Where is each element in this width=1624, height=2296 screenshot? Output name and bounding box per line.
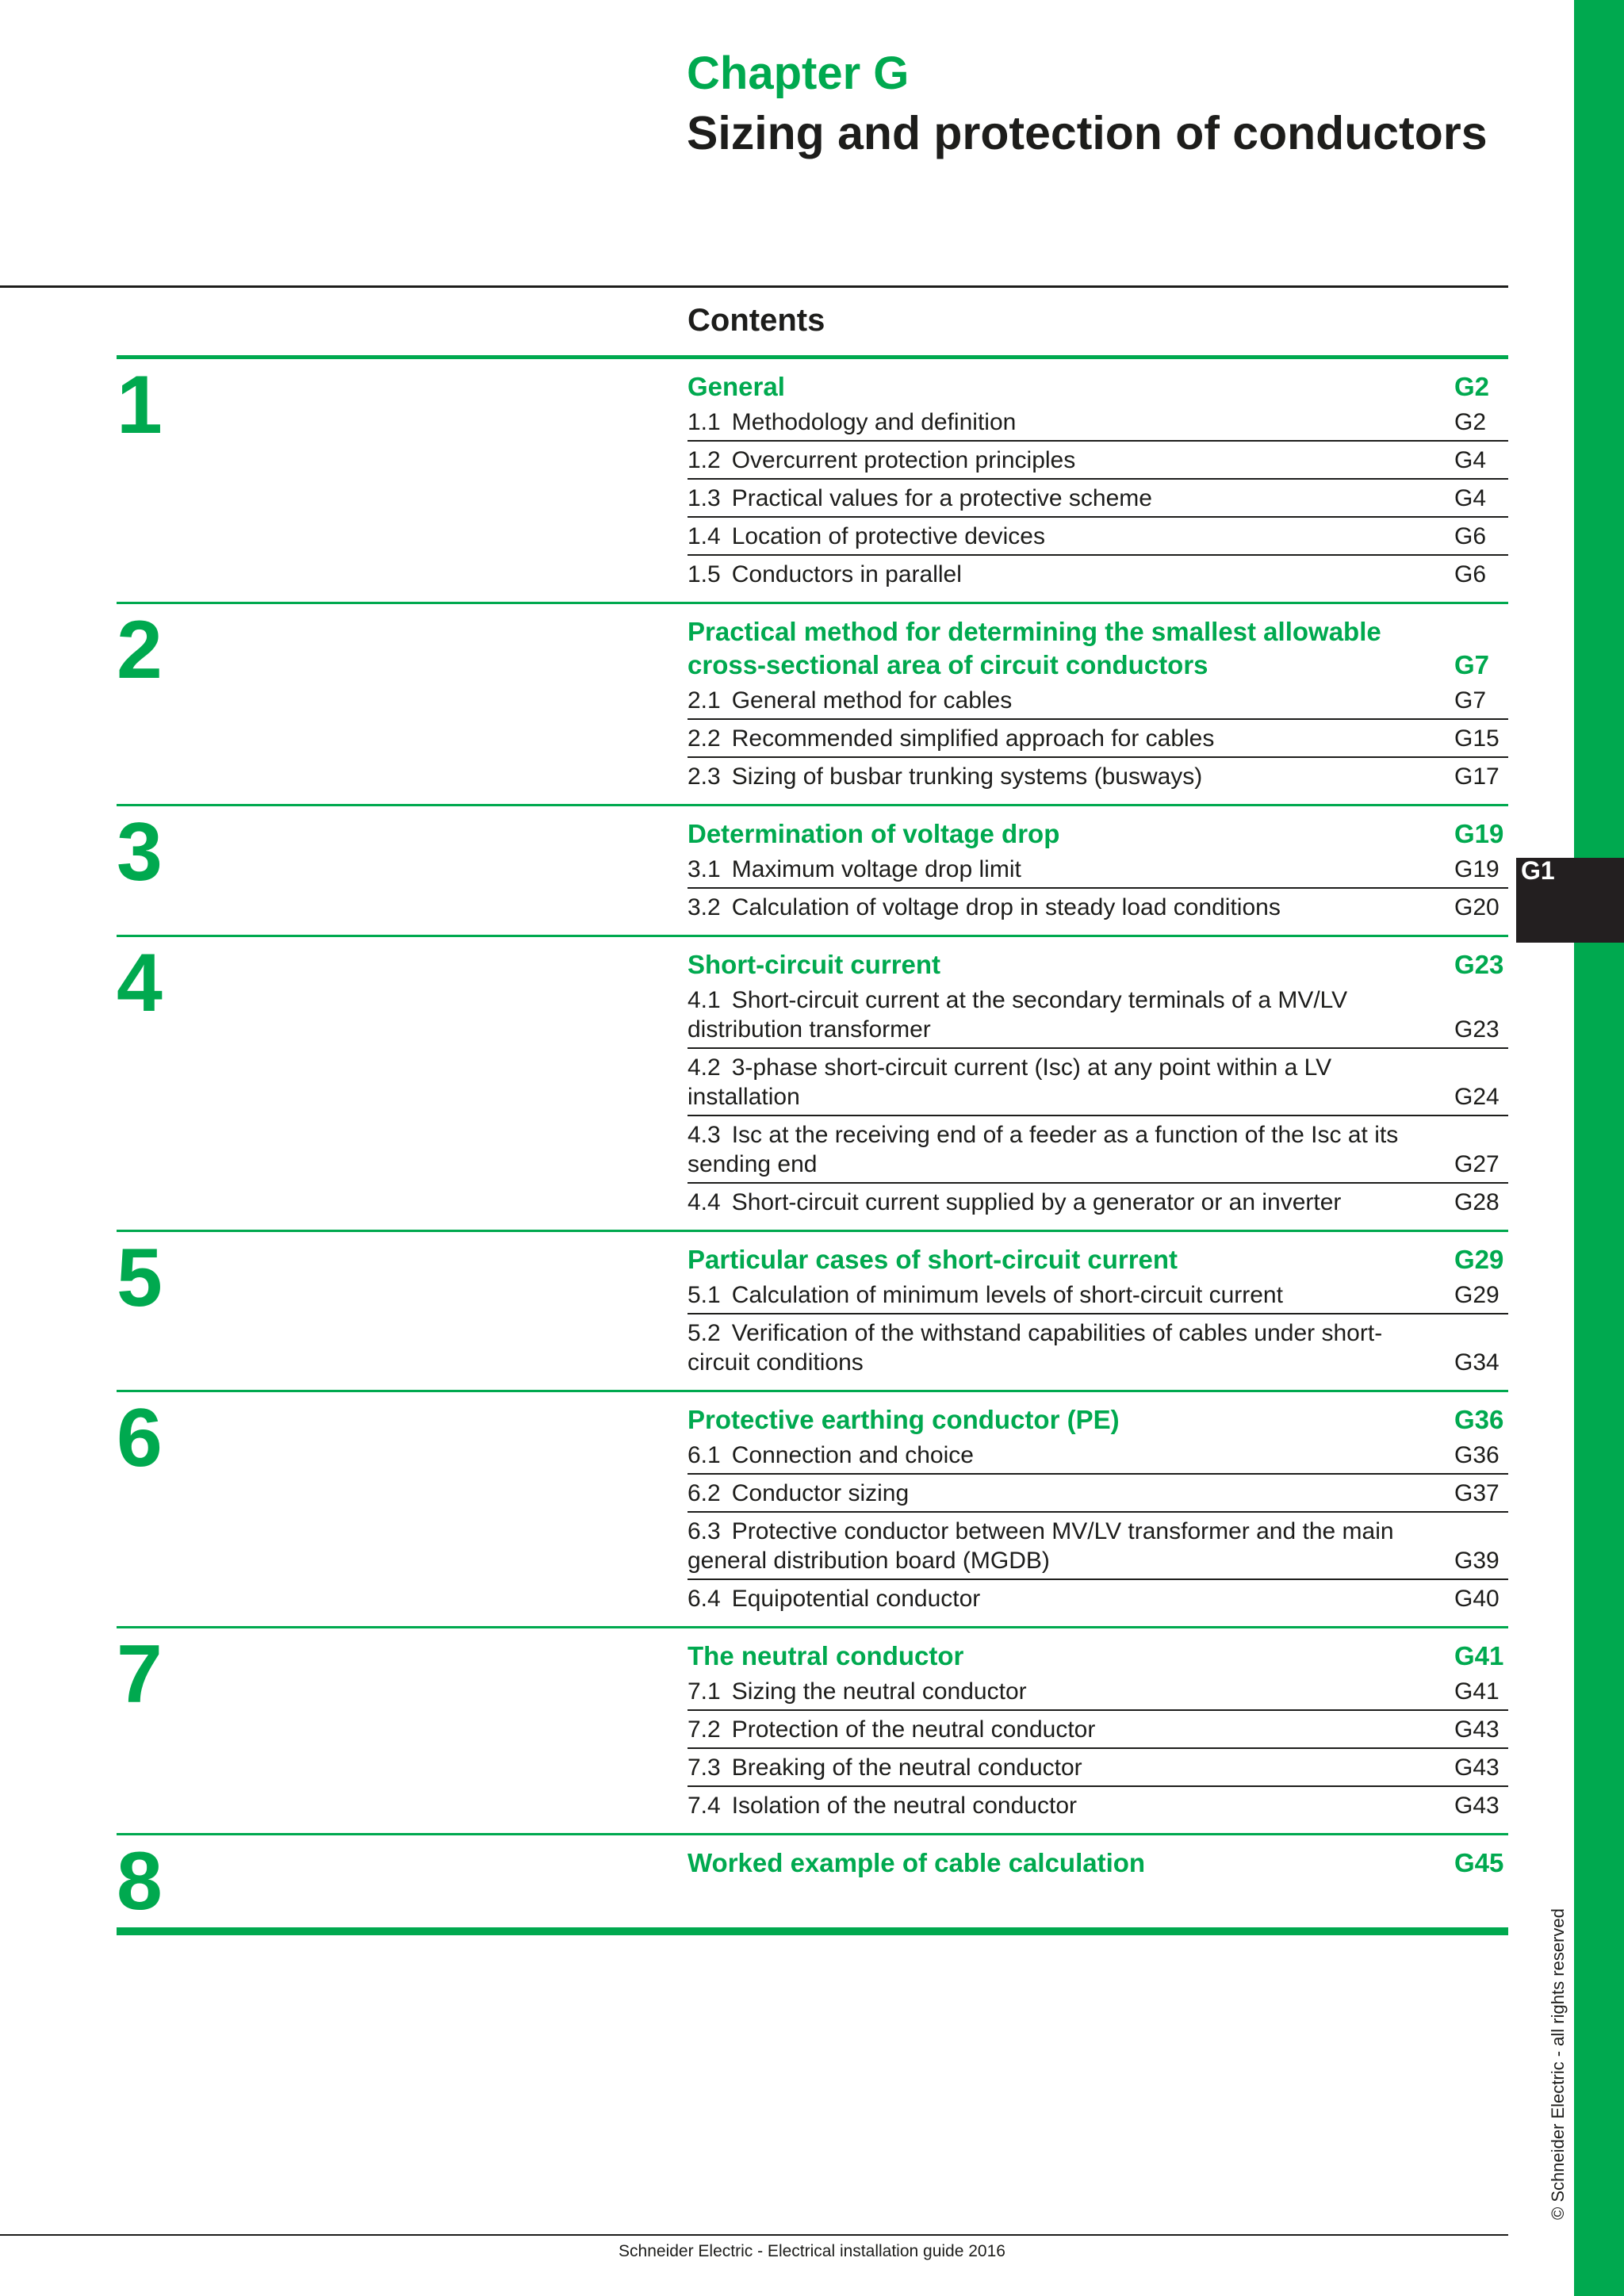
toc-entry-number: 1.5 — [688, 561, 721, 587]
toc-entry[interactable] — [688, 1711, 1508, 1749]
table-of-contents — [117, 355, 1508, 1935]
section-number: 7 — [117, 1628, 163, 1720]
toc-section — [117, 935, 1508, 1230]
toc-entry-text: Isolation of the neutral conductor — [731, 1793, 1077, 1819]
toc-entry[interactable] — [688, 518, 1508, 556]
toc-entry-number: 7.4 — [688, 1793, 721, 1819]
toc-entry[interactable] — [688, 1673, 1508, 1711]
toc-entry-label — [688, 1715, 1401, 1744]
toc-entry[interactable] — [688, 851, 1508, 889]
toc-entry[interactable] — [688, 1513, 1508, 1580]
chapter-title: Sizing and protection of conductors — [687, 107, 1488, 159]
toc-entry-page: G17 — [1454, 763, 1500, 790]
toc-entry-page: G29 — [1454, 1282, 1500, 1308]
toc-entry[interactable] — [688, 1314, 1508, 1380]
toc-entry-text: Short-circuit current supplied by a generator or an inverter — [731, 1189, 1342, 1215]
section-title-row[interactable] — [688, 370, 1508, 404]
section-number: 6 — [117, 1392, 163, 1484]
section-page: G19 — [1454, 819, 1504, 848]
toc-entry-label — [688, 484, 1401, 513]
toc-entry-label — [688, 560, 1401, 589]
toc-entry-label — [688, 1753, 1401, 1782]
toc-section — [117, 355, 1508, 602]
toc-entry-label — [688, 408, 1401, 437]
toc-entry-page: G28 — [1454, 1189, 1500, 1215]
toc-entry[interactable] — [688, 1437, 1508, 1475]
toc-section — [117, 1390, 1508, 1626]
section-title[interactable]: Particular cases of short-circuit current — [688, 1245, 1178, 1274]
section-page: G36 — [1454, 1405, 1504, 1434]
toc-entry-text: 3-phase short-circuit current (Isc) at any point within a LV installation — [688, 1054, 1332, 1110]
toc-entry[interactable] — [688, 1049, 1508, 1116]
toc-entry-label — [688, 1441, 1401, 1470]
contents-heading: Contents — [688, 303, 825, 338]
toc-entry-label — [688, 985, 1401, 1044]
section-page: G45 — [1454, 1848, 1504, 1877]
section-body — [688, 1232, 1508, 1390]
toc-entry-page: G6 — [1454, 561, 1487, 587]
section-page: G29 — [1454, 1245, 1504, 1274]
page-tab — [1516, 858, 1624, 943]
toc-entry-page: G43 — [1454, 1793, 1500, 1819]
toc-entry-page: G36 — [1454, 1442, 1500, 1468]
toc-entry-text: General method for cables — [731, 687, 1013, 714]
toc-entry[interactable] — [688, 720, 1508, 758]
toc-entry-page: G4 — [1454, 485, 1487, 511]
section-title-row[interactable] — [688, 817, 1508, 851]
toc-entry-label — [688, 1280, 1401, 1310]
toc-entry-text: Calculation of minimum levels of short-circuit current — [731, 1282, 1283, 1308]
toc-entry-text: Calculation of voltage drop in steady load conditions — [731, 894, 1281, 920]
section-title[interactable]: Short-circuit current — [688, 950, 941, 979]
toc-entry-number: 4.2 — [688, 1054, 721, 1081]
toc-entry-page: G34 — [1454, 1349, 1500, 1376]
toc-entry-number: 7.3 — [688, 1755, 721, 1781]
toc-entry-number: 4.4 — [688, 1189, 721, 1215]
toc-entry-label — [688, 1517, 1401, 1575]
toc-entry-page: G6 — [1454, 523, 1487, 549]
section-page: G23 — [1454, 950, 1504, 979]
toc-section — [117, 602, 1508, 804]
section-page: G7 — [1454, 650, 1490, 679]
toc-entry[interactable] — [688, 889, 1508, 925]
toc-entry-text: Conductors in parallel — [731, 561, 962, 587]
toc-entry-number: 6.4 — [688, 1586, 721, 1612]
section-body — [688, 1835, 1508, 1927]
toc-entry-label — [688, 1053, 1401, 1112]
section-title[interactable]: Determination of voltage drop — [688, 819, 1060, 848]
footer-text: Schneider Electric - Electrical installation guide 2016 — [619, 2242, 1005, 2260]
toc-entry-text: Conductor sizing — [731, 1480, 910, 1506]
toc-entry[interactable] — [688, 404, 1508, 442]
toc-entry[interactable] — [688, 442, 1508, 480]
toc-entry[interactable] — [688, 1475, 1508, 1513]
toc-entry-number: 3.1 — [688, 856, 721, 882]
section-title-row[interactable] — [688, 1846, 1508, 1880]
toc-entry-text: Breaking of the neutral conductor — [731, 1755, 1082, 1781]
toc-entry-page: G24 — [1454, 1084, 1500, 1110]
toc-entry[interactable] — [688, 982, 1508, 1049]
toc-entry-label — [688, 1791, 1401, 1820]
toc-entry-number: 6.2 — [688, 1480, 721, 1506]
section-title-row[interactable] — [688, 948, 1508, 982]
toc-entry-text: Protection of the neutral conductor — [731, 1716, 1096, 1743]
toc-entry-number: 2.1 — [688, 687, 721, 714]
toc-entry-label — [688, 446, 1401, 475]
toc-entry-number: 2.3 — [688, 763, 721, 790]
toc-entry-number: 5.1 — [688, 1282, 721, 1308]
toc-entry-label — [688, 1188, 1401, 1217]
section-number: 2 — [117, 604, 163, 696]
toc-entry-page: G19 — [1454, 856, 1500, 882]
toc-entry-label — [688, 686, 1401, 715]
toc-entry[interactable] — [688, 758, 1508, 794]
toc-entry-text: Verification of the withstand capabilities of cables under short-circuit conditions — [688, 1320, 1383, 1376]
toc-entry[interactable] — [688, 1749, 1508, 1787]
toc-entry[interactable] — [688, 1184, 1508, 1220]
toc-entry-number: 1.3 — [688, 485, 721, 511]
section-page: G41 — [1454, 1641, 1504, 1670]
toc-entry-page: G2 — [1454, 409, 1487, 435]
section-number: 8 — [117, 1835, 163, 1927]
section-title-row[interactable] — [688, 1403, 1508, 1437]
toc-entry-text: Practical values for a protective scheme — [731, 485, 1152, 511]
toc-entry-number: 4.3 — [688, 1122, 721, 1148]
toc-entry-text: Location of protective devices — [731, 523, 1045, 549]
toc-entry-text: Protective conductor between MV/LV transformer and the main general distribution board (MGDB) — [688, 1518, 1394, 1574]
toc-section — [117, 1833, 1508, 1927]
section-title-row[interactable] — [688, 1243, 1508, 1276]
section-title[interactable]: The neutral conductor — [688, 1641, 964, 1670]
toc-entry-label — [688, 724, 1401, 753]
toc-entry-label — [688, 762, 1401, 791]
toc-entry-number: 1.2 — [688, 447, 721, 473]
toc-entry-text: Maximum voltage drop limit — [731, 856, 1021, 882]
toc-section — [117, 804, 1508, 935]
copyright-notice: © Schneider Electric - all rights reserved — [1548, 1908, 1568, 2220]
toc-entry[interactable] — [688, 682, 1508, 720]
toc-entry-number: 4.1 — [688, 987, 721, 1013]
section-page: G2 — [1454, 372, 1490, 401]
toc-entry-text: Recommended simplified approach for cables — [731, 725, 1215, 752]
toc-entry-number: 7.2 — [688, 1716, 721, 1743]
toc-entry-label — [688, 1318, 1401, 1377]
toc-entry-text: Methodology and definition — [731, 409, 1017, 435]
toc-entry-page: G37 — [1454, 1480, 1500, 1506]
toc-entry-page: G43 — [1454, 1716, 1500, 1743]
toc-section — [117, 1626, 1508, 1833]
toc-entry-page: G23 — [1454, 1016, 1500, 1043]
section-body — [688, 806, 1508, 935]
section-title[interactable]: Practical method for determining the smallest allowable cross-sectional area of circuit conductors — [688, 617, 1381, 679]
toc-entry-text: Isc at the receiving end of a feeder as a function of the Isc at its sending end — [688, 1122, 1399, 1177]
toc-entry-label — [688, 1584, 1401, 1613]
section-number: 3 — [117, 806, 163, 898]
toc-entry-page: G39 — [1454, 1548, 1500, 1574]
toc-entry-number: 6.1 — [688, 1442, 721, 1468]
toc-entry-label — [688, 1120, 1401, 1179]
toc-entry-number: 5.2 — [688, 1320, 721, 1346]
toc-entry-number: 2.2 — [688, 725, 721, 752]
toc-entry-page: G7 — [1454, 687, 1487, 714]
toc-entry-text: Sizing of busbar trunking systems (busways) — [731, 763, 1203, 790]
toc-bottom-rule — [117, 1927, 1508, 1935]
section-number: 5 — [117, 1232, 163, 1324]
toc-entry[interactable] — [688, 1116, 1508, 1184]
chapter-label: Chapter G — [687, 48, 910, 99]
toc-entry-label — [688, 855, 1401, 884]
toc-entry[interactable] — [688, 556, 1508, 592]
section-number: 4 — [117, 937, 163, 1029]
toc-entry-page: G27 — [1454, 1151, 1500, 1177]
footer-divider — [0, 2234, 1508, 2236]
section-body — [688, 1392, 1508, 1626]
section-title-row[interactable] — [688, 1640, 1508, 1673]
toc-entry-page: G41 — [1454, 1678, 1500, 1705]
section-title[interactable]: Protective earthing conductor (PE) — [688, 1405, 1120, 1434]
toc-entry[interactable] — [688, 480, 1508, 518]
toc-entry-label — [688, 522, 1401, 551]
toc-entry-text: Connection and choice — [731, 1442, 974, 1468]
toc-entry-page: G4 — [1454, 447, 1487, 473]
toc-section — [117, 1230, 1508, 1390]
toc-entry-page: G43 — [1454, 1755, 1500, 1781]
side-band — [1574, 0, 1624, 2296]
toc-entry-number: 1.1 — [688, 409, 721, 435]
toc-entry-text: Equipotential conductor — [731, 1586, 981, 1612]
toc-entry[interactable] — [688, 1276, 1508, 1314]
toc-entry-label — [688, 1479, 1401, 1508]
toc-entry-number: 1.4 — [688, 523, 721, 549]
section-title[interactable]: Worked example of cable calculation — [688, 1848, 1146, 1877]
toc-entry-page: G15 — [1454, 725, 1500, 752]
toc-entry[interactable] — [688, 1787, 1508, 1823]
toc-entry-text: Short-circuit current at the secondary terminals of a MV/LV distribution transformer — [688, 987, 1348, 1043]
toc-entry-page: G20 — [1454, 894, 1500, 920]
toc-entry-number: 3.2 — [688, 894, 721, 920]
section-body — [688, 604, 1508, 804]
section-number: 1 — [117, 359, 163, 451]
toc-entry-text: Overcurrent protection principles — [731, 447, 1076, 473]
header-divider — [0, 285, 1508, 288]
section-title-row[interactable] — [688, 615, 1508, 682]
section-body — [688, 937, 1508, 1230]
toc-entry-number: 7.1 — [688, 1678, 721, 1705]
toc-entry[interactable] — [688, 1580, 1508, 1617]
section-body — [688, 1628, 1508, 1833]
section-body — [688, 359, 1508, 602]
toc-entry-page: G40 — [1454, 1586, 1500, 1612]
toc-entry-label — [688, 1677, 1401, 1706]
toc-entry-text: Sizing the neutral conductor — [731, 1678, 1027, 1705]
toc-entry-number: 6.3 — [688, 1518, 721, 1544]
section-title[interactable]: General — [688, 372, 785, 401]
toc-entry-label — [688, 893, 1401, 922]
page-tab-label: G1 — [1521, 856, 1555, 885]
